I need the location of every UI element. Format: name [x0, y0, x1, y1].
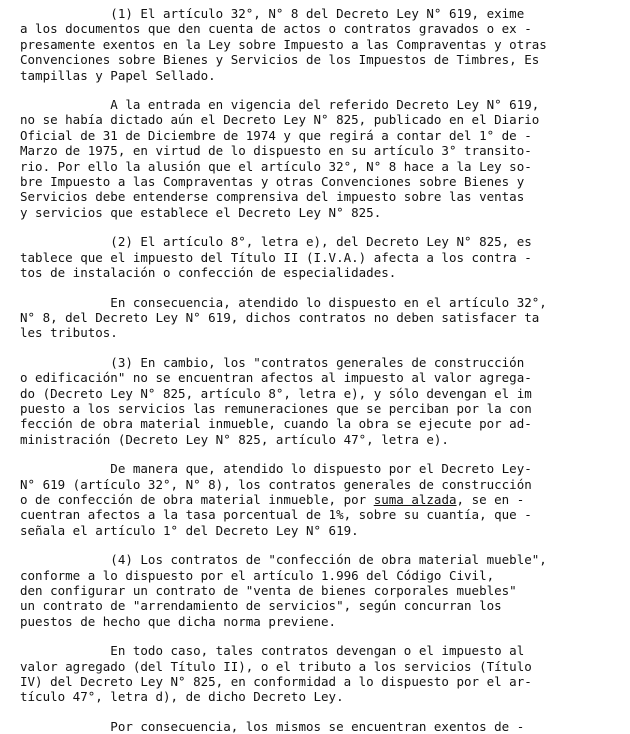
text-line: les tributos. [20, 325, 118, 341]
text-line: fección de obra material inmueble, cuando la obra se ejecute por ad- [20, 416, 532, 432]
text-line: puesto a los servicios las remuneraciones que se perciban por la con [20, 400, 532, 416]
paragraph-5 [20, 355, 622, 447]
text-line: (2) El artículo 8°, letra e), del Decreto Ley N° 825, es [20, 234, 532, 250]
text-line: un contrato de "arrendamiento de servicios", según concurran los [20, 598, 502, 614]
text-line: Servicios debe entenderse comprensiva del impuesto sobre las ventas [20, 189, 525, 205]
paragraph-8 [20, 643, 622, 705]
text-line: tículo 47°, letra d), de dicho Decreto Ley. [20, 689, 344, 705]
text-line: Convenciones sobre Bienes y Servicios de los Impuestos de Timbres, Es [20, 52, 540, 68]
text-line: IV) del Decreto Ley N° 825, en conformidad a lo dispuesto por el ar- [20, 674, 532, 690]
text-line: no se había dictado aún el Decreto Ley N° 825, publicado en el Diario [20, 112, 540, 128]
text-line: tablece que el impuesto del Título II (I.V.A.) afecta a los contra - [20, 249, 532, 265]
paragraph-1 [20, 6, 622, 83]
text-line: valor agregado (del Título II), o el tributo a los servicios (Título [20, 658, 532, 674]
text-line-with-underline: o de confección de obra material inmueble, por suma alzada, se en - [20, 491, 525, 507]
text-line: do (Decreto Ley N° 825, artículo 8°, letra e), y sólo devengan el im [20, 385, 532, 401]
paragraph-9 [20, 719, 622, 734]
text-line: (3) En cambio, los "contratos generales de construcción [20, 354, 525, 370]
text-line: De manera que, atendido lo dispuesto por el Decreto Ley- [20, 461, 532, 477]
text-line: cuentran afectos a la tasa porcentual de 1%, sobre su cuantía, que - [20, 507, 532, 523]
text-line: ministración (Decreto Ley N° 825, artículo 47°, letra e). [20, 431, 449, 447]
text-line: (1) El artículo 32°, N° 8 del Decreto Ley N° 619, exime [20, 6, 525, 21]
text-line: N° 619 (artículo 32°, N° 8), los contratos generales de construcción [20, 476, 532, 492]
text-line: En consecuencia, atendido lo dispuesto en el artículo 32°, [20, 294, 547, 310]
text-line: den configurar un contrato de "venta de bienes corporales muebles" [20, 583, 517, 598]
text-line: (4) Los contratos de "confección de obra material mueble", [20, 552, 547, 568]
text-line: Por consecuencia, los mismos se encuentran exentos de - [20, 718, 525, 734]
text-line: tampillas y Papel Sellado. [20, 67, 216, 83]
underlined-phrase: suma alzada [373, 491, 457, 507]
paragraph-7 [20, 552, 622, 629]
text-line: señala el artículo 1° del Decreto Ley N° 619. [20, 522, 359, 538]
text-line: a los documentos que den cuenta de actos o contratos gravados o ex - [20, 21, 532, 37]
text-line: rio. Por ello la alusión que el artículo 32°, N° 8 hace a la Ley so- [20, 158, 532, 174]
text-line: bre Impuesto a las Compraventas y otras Convenciones sobre Bienes y [20, 174, 525, 190]
text-line: conforme a lo dispuesto por el artículo 1.996 del Código Civil, [20, 567, 495, 583]
text-line: presamente exentos en la Ley sobre Impuesto a las Compraventas y otras [20, 36, 547, 52]
paragraph-3 [20, 234, 622, 280]
text-line: N° 8, del Decreto Ley N° 619, dichos contratos no deben satisfacer ta [20, 309, 540, 325]
text-line: A la entrada en vigencia del referido Decreto Ley N° 619, [20, 97, 540, 113]
text-line: Oficial de 31 de Diciembre de 1974 y que regirá a contar del 1° de - [20, 127, 532, 143]
text-line: o edificación" no se encuentran afectos al impuesto al valor agrega- [20, 370, 532, 386]
text-line: puestos de hecho que dicha norma previene. [20, 613, 337, 629]
paragraph-6 [20, 461, 622, 538]
text-line: Marzo de 1975, en virtud de lo dispuesto en su artículo 3° transito- [20, 143, 532, 159]
text-line: y servicios que establece el Decreto Ley N° 825. [20, 204, 382, 220]
text-line: tos de instalación o confección de especialidades. [20, 265, 397, 281]
text-line: En todo caso, tales contratos devengan o el impuesto al [20, 643, 525, 659]
paragraph-4 [20, 295, 622, 341]
paragraph-2 [20, 97, 622, 220]
